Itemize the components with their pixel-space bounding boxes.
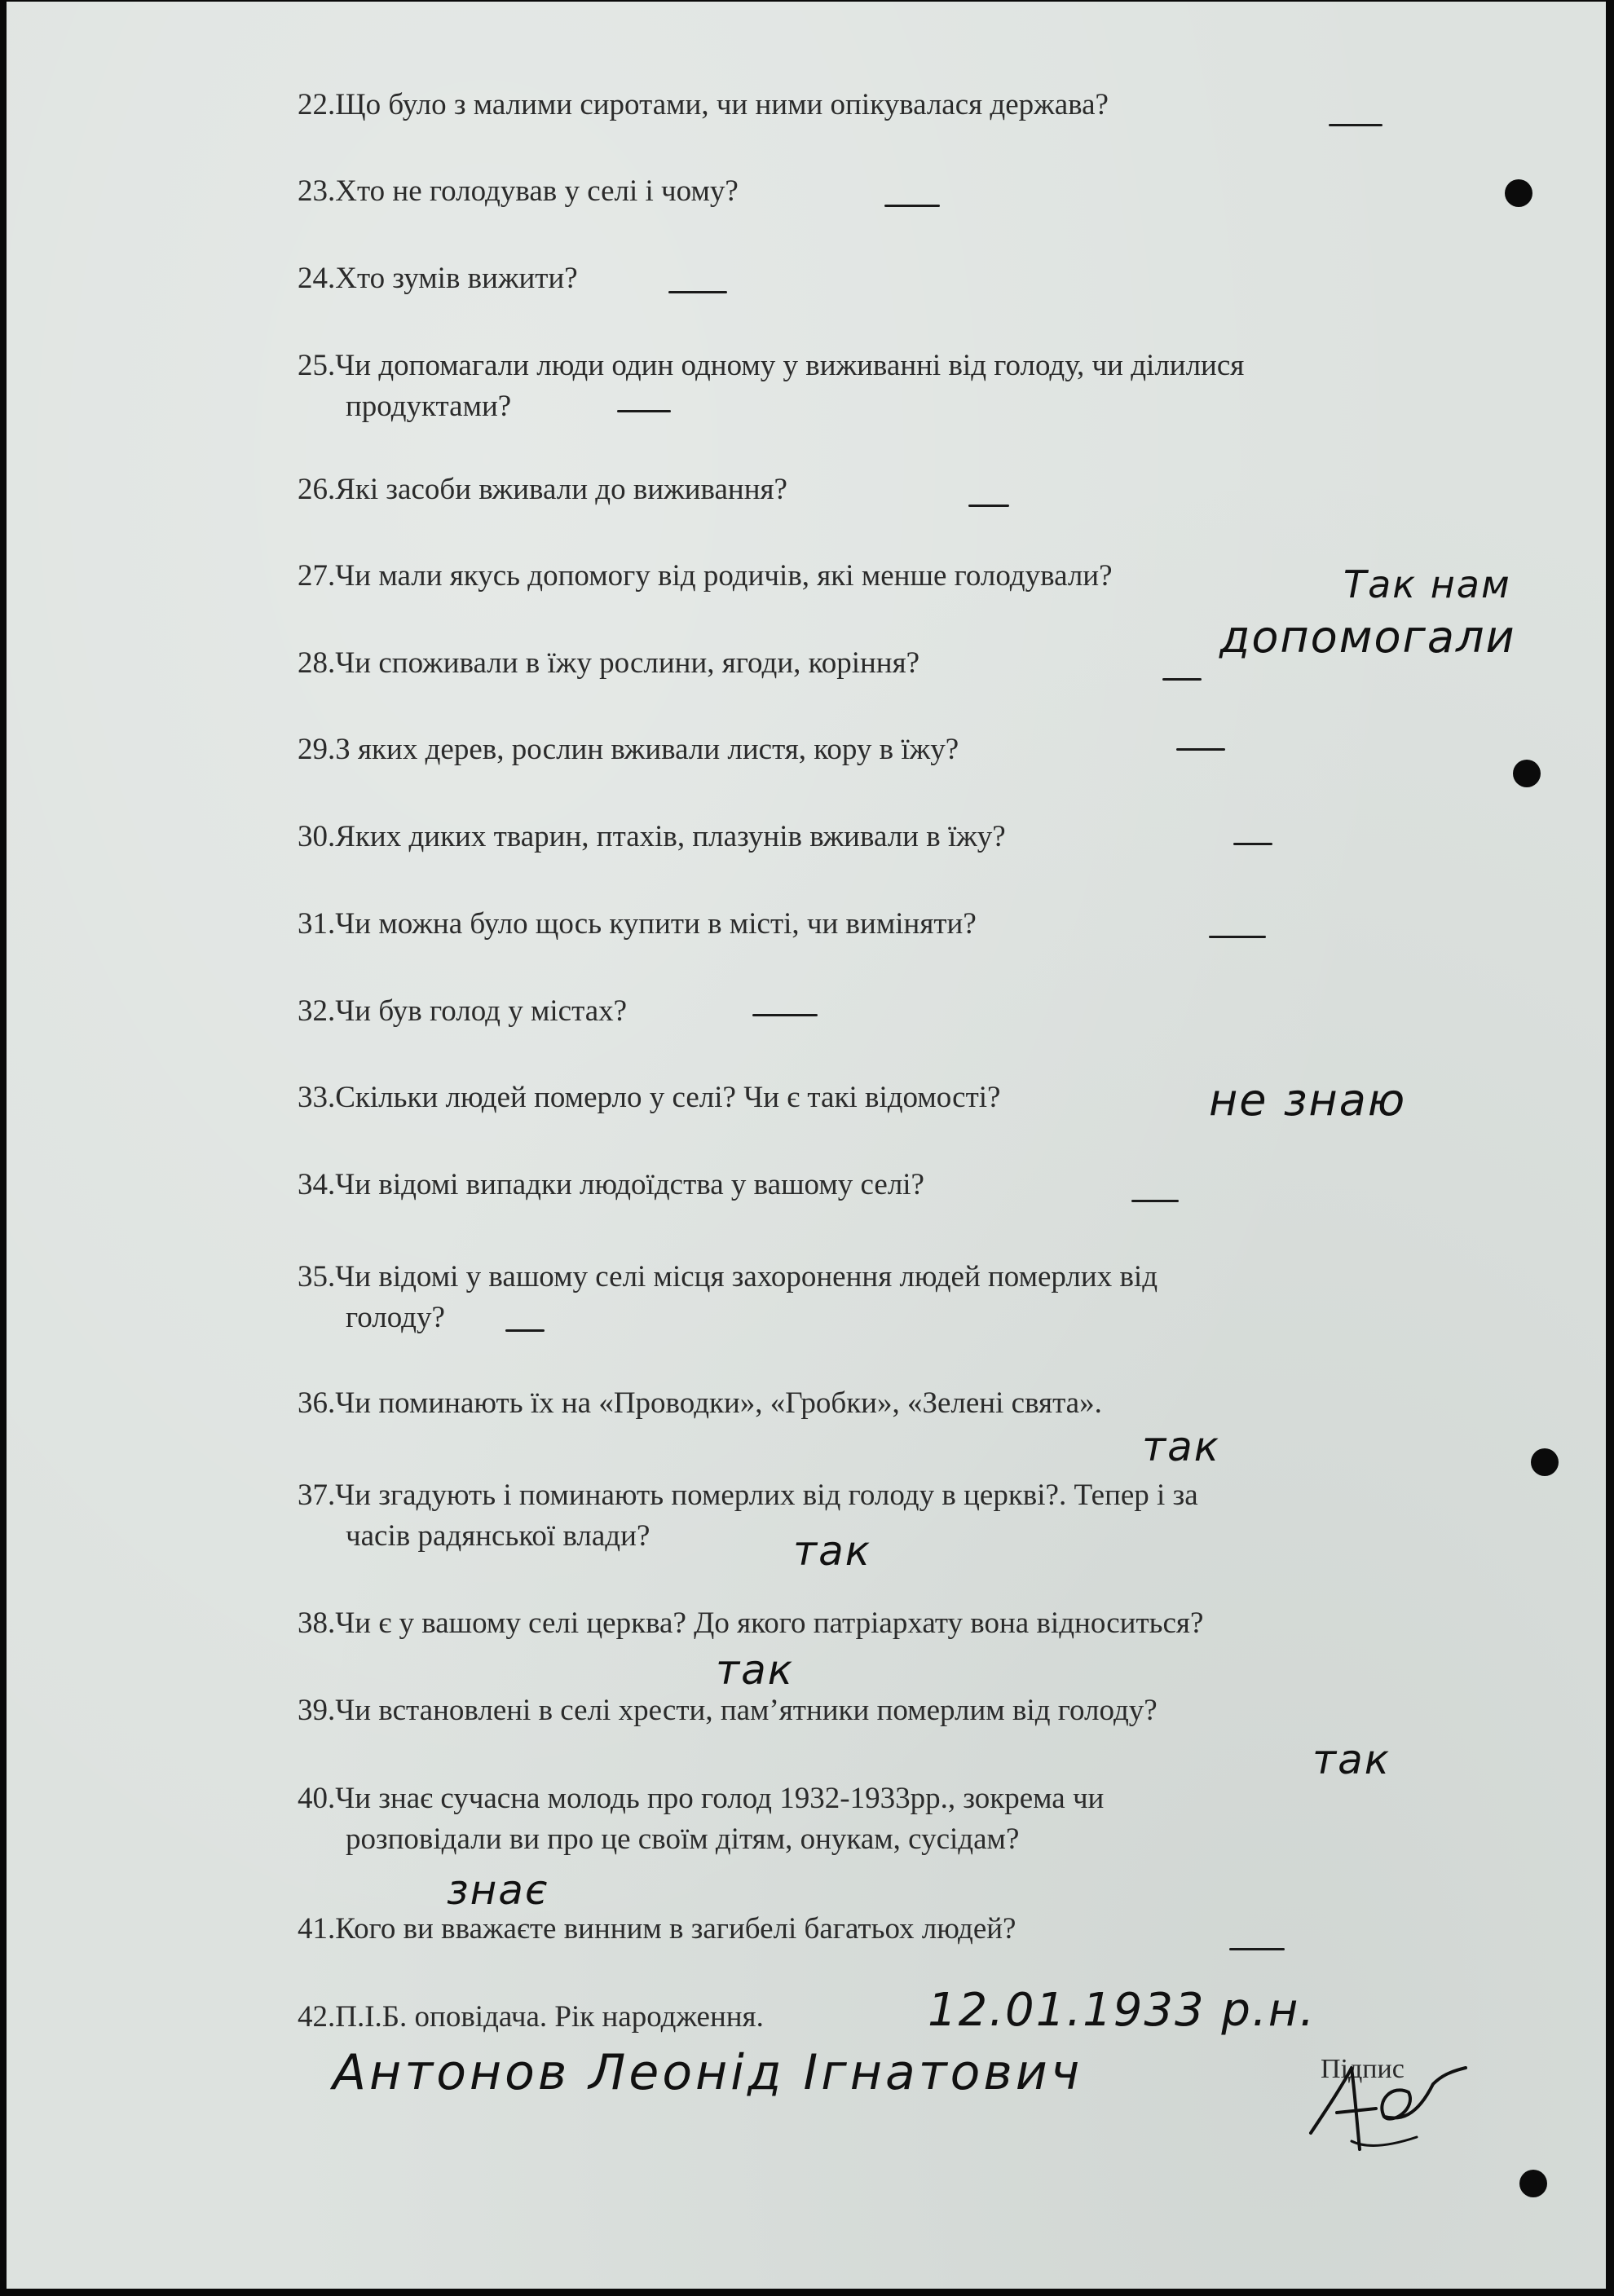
answer-dash: [1329, 124, 1382, 126]
question-text: П.І.Б. оповідача. Рік народження.: [335, 2000, 764, 2034]
question-number: 28.: [298, 646, 336, 680]
question-30: [298, 817, 1006, 857]
question-number: 22.: [298, 88, 336, 121]
question-number: 29.: [298, 733, 336, 766]
question-number: 40.: [298, 1782, 336, 1815]
question-number: 32.: [298, 994, 336, 1028]
signature-label: Підпис: [1321, 2054, 1405, 2084]
answer-dash: [884, 205, 940, 207]
question-40: [298, 1778, 1104, 1860]
question-23: [298, 171, 739, 212]
question-number: 42.: [298, 2000, 336, 2034]
question-text: Чи є у вашому селі церква? До якого патріархату вона відноситься?: [335, 1606, 1204, 1640]
handwritten-answer-40: знає: [447, 1866, 549, 1914]
question-number: 36.: [298, 1386, 336, 1420]
question-24: [298, 258, 578, 299]
question-28: [298, 643, 919, 684]
answer-dash: [1162, 678, 1202, 681]
question-text: Які засоби вживали до виживання?: [335, 473, 787, 506]
question-text-continued: голоду?: [346, 1301, 445, 1334]
question-31: [298, 904, 977, 945]
answer-dash: [1233, 843, 1272, 845]
question-number: 39.: [298, 1694, 336, 1727]
question-text: З яких дерев, рослин вживали листя, кору в їжу?: [335, 733, 959, 766]
question-34: [298, 1165, 924, 1205]
answer-dash: [1209, 936, 1266, 938]
question-number: 33.: [298, 1081, 336, 1114]
answer-dash: [968, 505, 1009, 507]
question-text: Яких диких тварин, птахів, плазунів вживали в їжу?: [335, 820, 1006, 853]
question-text: Хто зумів вижити?: [335, 262, 578, 295]
question-text: Чи мали якусь допомогу від родичів, які менше голодували?: [335, 559, 1113, 593]
question-text: Чи знає сучасна молодь про голод 1932-1933рр., зокрема чи: [335, 1782, 1105, 1815]
question-32: [298, 991, 627, 1032]
question-33: [298, 1077, 1000, 1118]
question-42: [298, 1997, 764, 2038]
handwritten-answer-37: так: [793, 1527, 871, 1575]
punch-hole: [1505, 179, 1532, 207]
question-text: Чи встановлені в селі хрести, пам’ятники померлим від голоду?: [335, 1694, 1158, 1727]
question-number: 37.: [298, 1479, 336, 1512]
answer-dash: [1229, 1948, 1285, 1950]
question-text: Що було з малими сиротами, чи ними опікувалася держава?: [335, 88, 1109, 121]
question-text-continued: продуктами?: [346, 390, 512, 423]
question-text: Чи відомі випадки людоїдства у вашому селі?: [335, 1168, 924, 1201]
question-text: Чи можна було щось купити в місті, чи виміняти?: [335, 907, 977, 941]
question-38: [298, 1603, 1203, 1644]
question-number: 24.: [298, 262, 336, 295]
answer-dash: [617, 410, 671, 412]
questionnaire-page: [7, 2, 1606, 2289]
question-26: [298, 469, 787, 510]
handwritten-answer-36: так: [1142, 1423, 1220, 1470]
handwritten-answer-27-line2: допомогали: [1219, 611, 1516, 663]
question-text: Чи допомагали люди один одному у виживанні від голоду, чи ділилися: [335, 349, 1245, 382]
answer-dash: [1176, 748, 1225, 751]
question-text-continued: часів радянської влади?: [346, 1519, 650, 1553]
question-22: [298, 85, 1109, 126]
question-text: Чи споживали в їжу рослини, ягоди, коріння?: [335, 646, 920, 680]
question-29: [298, 729, 959, 770]
question-text-continued: розповідали ви про це своїм дітям, онукам, сусідам?: [346, 1822, 1020, 1856]
question-number: 30.: [298, 820, 336, 853]
question-36: [298, 1383, 1102, 1424]
answer-dash: [505, 1329, 545, 1332]
question-number: 38.: [298, 1606, 336, 1640]
answer-dash: [668, 291, 727, 293]
handwritten-answer-33: не знаю: [1209, 1074, 1407, 1126]
question-25: [298, 346, 1244, 427]
question-number: 23.: [298, 174, 336, 208]
question-number: 35.: [298, 1260, 336, 1293]
handwritten-full-name: Антонов Леонід Ігнатович: [333, 2044, 1083, 2101]
question-text: Хто не голодував у селі і чому?: [335, 174, 739, 208]
question-text: Чи поминають їх на «Проводки», «Гробки», «Зелені свята».: [335, 1386, 1102, 1420]
handwritten-answer-38: так: [716, 1646, 794, 1694]
question-27: [298, 556, 1113, 597]
question-text: Скільки людей померло у селі? Чи є такі відомості?: [335, 1081, 1001, 1114]
question-35: [298, 1257, 1158, 1338]
signature-scribble: [1294, 2035, 1474, 2166]
punch-hole: [1519, 2170, 1547, 2197]
answer-dash: [1131, 1200, 1179, 1202]
handwritten-answer-27-line1: Так нам: [1343, 562, 1511, 606]
handwritten-birth-date: 12.01.1933 р.н.: [928, 1984, 1316, 2037]
question-number: 34.: [298, 1168, 336, 1201]
handwritten-answer-39: так: [1312, 1736, 1391, 1783]
question-number: 26.: [298, 473, 336, 506]
question-text: Кого ви вважаєте винним в загибелі багатьох людей?: [335, 1912, 1016, 1946]
question-37: [298, 1475, 1198, 1557]
question-number: 31.: [298, 907, 336, 941]
question-text: Чи згадують і поминають померлих від голоду в церкві?. Тепер і за: [335, 1479, 1198, 1512]
question-text: Чи відомі у вашому селі місця захоронення людей померлих від: [335, 1260, 1158, 1293]
answer-dash: [752, 1014, 818, 1016]
punch-hole: [1531, 1448, 1559, 1476]
question-41: [298, 1909, 1016, 1950]
question-text: Чи був голод у містах?: [335, 994, 628, 1028]
question-number: 25.: [298, 349, 336, 382]
question-number: 27.: [298, 559, 336, 593]
question-number: 41.: [298, 1912, 336, 1946]
question-39: [298, 1690, 1158, 1731]
punch-hole: [1513, 760, 1541, 787]
